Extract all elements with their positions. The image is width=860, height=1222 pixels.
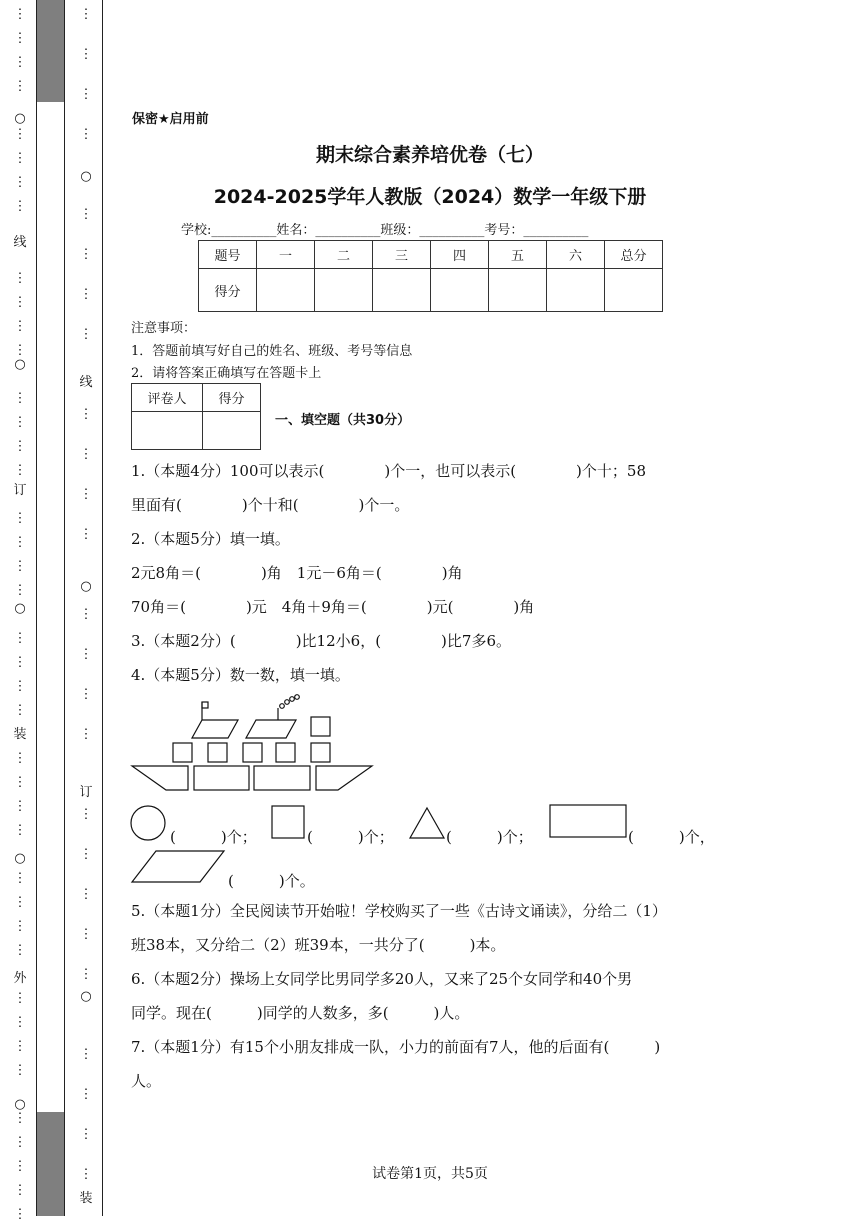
- question-6-line-2: 同学。现在( )同学的人数多，多( )人。: [131, 1004, 470, 1022]
- margin-dot: ⋮: [13, 919, 27, 934]
- score-cell[interactable]: [605, 269, 663, 312]
- margin-label: 装: [13, 727, 27, 742]
- margin-dot: ⋮: [13, 295, 27, 310]
- score-header-cell: 三: [373, 241, 431, 269]
- question-2-line-1: 2元8角＝( )角 1元－6角＝( )角: [131, 564, 463, 582]
- ship-flag: [202, 702, 208, 708]
- margin-dot: ⋮: [79, 207, 93, 222]
- margin-dot: ⋮: [13, 679, 27, 694]
- margin-dot: ⋮: [13, 871, 27, 886]
- margin-dot: ⋮: [79, 327, 93, 342]
- margin-dot: ⋮: [13, 55, 27, 70]
- question-6-line-1: 6.（本题2分）操场上女同学比男同学多20人，又来了25个女同学和40个男: [131, 970, 633, 988]
- margin-circle: ○: [14, 851, 26, 866]
- question-2-title: 2.（本题5分）填一填。: [131, 530, 290, 548]
- ship-square: [208, 743, 227, 762]
- margin-dot: ⋮: [79, 527, 93, 542]
- score-header-cell: 一: [257, 241, 315, 269]
- ship-hull-triangle: [132, 766, 188, 790]
- margin-dot: ⋮: [13, 415, 27, 430]
- margin-dot: ⋮: [13, 655, 27, 670]
- margin-circle: ○: [14, 357, 26, 372]
- grader-score-header: 得分: [203, 384, 261, 412]
- score-cell[interactable]: [489, 269, 547, 312]
- margin-dot: ⋮: [79, 1047, 93, 1062]
- margin-dot: ⋮: [79, 487, 93, 502]
- score-header-cell: 五: [489, 241, 547, 269]
- margin-circle: ○: [14, 601, 26, 616]
- margin-dot: ⋮: [79, 887, 93, 902]
- parallelogram-shape-icon: [128, 848, 228, 888]
- margin-dot: ⋮: [13, 823, 27, 838]
- circle-shape-icon: [130, 804, 170, 844]
- grader-score-cell[interactable]: [203, 412, 261, 450]
- margin-dot: ⋮: [79, 927, 93, 942]
- margin-dot: ⋮: [13, 799, 27, 814]
- ship-figure: [128, 690, 378, 798]
- ship-square: [173, 743, 192, 762]
- ship-hull-rect: [254, 766, 310, 790]
- margin-dot: ⋮: [13, 1111, 27, 1126]
- margin-dot: ⋮: [13, 1135, 27, 1150]
- margin-dot: ⋮: [13, 703, 27, 718]
- ship-square: [311, 717, 330, 736]
- margin-dot: ⋮: [79, 7, 93, 22]
- margin-circle: ○: [14, 111, 26, 126]
- margin-dot: ⋮: [13, 775, 27, 790]
- grader-header: 评卷人: [132, 384, 203, 412]
- margin-dot: ⋮: [13, 583, 27, 598]
- margin-dot: ⋮: [13, 7, 27, 22]
- margin-dot: ⋮: [79, 1127, 93, 1142]
- margin-dot: ⋮: [13, 631, 27, 646]
- score-cell[interactable]: [431, 269, 489, 312]
- margin-dot: ⋮: [13, 391, 27, 406]
- secret-label: 保密★启用前: [132, 112, 209, 127]
- question-4-title: 4.（本题5分）数一数，填一填。: [131, 666, 350, 684]
- margin-dot: ⋮: [13, 439, 27, 454]
- margin-label: 订: [79, 785, 93, 800]
- margin-dot: ⋮: [13, 751, 27, 766]
- margin-dot: ⋮: [79, 687, 93, 702]
- margin-label: 外: [13, 971, 27, 986]
- margin-label: 订: [13, 483, 27, 498]
- margin-dot: ⋮: [13, 991, 27, 1006]
- margin-label: 装: [79, 1191, 93, 1206]
- grader-cell[interactable]: [132, 412, 203, 450]
- margin-dot: ⋮: [13, 151, 27, 166]
- ship-parallelogram: [246, 720, 296, 738]
- note-item-2: 2．请将答案正确填写在答题卡上: [131, 366, 322, 381]
- margin-circle: ○: [80, 169, 92, 184]
- margin-dot: ⋮: [79, 127, 93, 142]
- ship-parallelogram: [192, 720, 238, 738]
- score-header-cell: 总分: [605, 241, 663, 269]
- square-count: ( )个；: [307, 828, 394, 846]
- question-7-line-2: 人。: [131, 1072, 162, 1090]
- smoke-circle: [285, 700, 290, 705]
- margin-dot: ⋮: [13, 319, 27, 334]
- ship-square: [276, 743, 295, 762]
- margin-dot: ⋮: [79, 1087, 93, 1102]
- question-3: 3.（本题2分）( )比12小6，( )比7多6。: [131, 632, 511, 650]
- score-row-label: 得分: [199, 269, 257, 312]
- circle-count: ( )个；: [170, 828, 257, 846]
- margin-dot: ⋮: [79, 447, 93, 462]
- smoke-circle: [290, 697, 295, 702]
- smoke-circle: [280, 704, 285, 709]
- margin-dot: ⋮: [13, 199, 27, 214]
- margin-dot: ⋮: [13, 535, 27, 550]
- margin-dot: ⋮: [13, 1183, 27, 1198]
- score-table-header-row: [199, 241, 663, 269]
- parallelogram-count: ( )个。: [228, 872, 315, 890]
- rectangle-shape-icon: [548, 802, 630, 840]
- margin-circle: ○: [80, 989, 92, 1004]
- margin-dot: ⋮: [79, 607, 93, 622]
- margin-dot: ⋮: [79, 967, 93, 982]
- notes-title: 注意事项：: [131, 321, 197, 336]
- margin-circle: ○: [80, 579, 92, 594]
- margin-label: 线: [79, 375, 93, 390]
- rectangle-count: ( )个，: [628, 828, 715, 846]
- ship-hull-triangle: [316, 766, 372, 790]
- margin-dot: ⋮: [13, 127, 27, 142]
- question-1-line-1: 1.（本题4分）100可以表示( )个一，也可以表示( )个十；58: [131, 462, 646, 480]
- margin-label: 线: [13, 235, 27, 250]
- grader-table: [131, 383, 261, 450]
- score-cell[interactable]: [315, 269, 373, 312]
- score-table-row: [199, 269, 663, 312]
- ship-square: [243, 743, 262, 762]
- question-2-line-2: 70角＝( )元 4角＋9角＝( )元( )角: [131, 598, 535, 616]
- margin-dot: ⋮: [79, 407, 93, 422]
- margin-dot: ⋮: [79, 1167, 93, 1182]
- triangle-shape-icon: [408, 806, 448, 842]
- square-shape-icon: [270, 804, 310, 844]
- question-7-line-1: 7.（本题1分）有15个小朋友排成一队，小力的前面有7人，他的后面有( ): [131, 1038, 661, 1056]
- margin-dot: ⋮: [13, 463, 27, 478]
- section-title: 一、填空题（共30分）: [275, 413, 411, 428]
- score-header-cell: 题号: [199, 241, 257, 269]
- score-header-cell: 六: [547, 241, 605, 269]
- question-5-line-1: 5.（本题1分）全民阅读节开始啦！学校购买了一些《古诗文诵读》，分给二（1）: [131, 902, 667, 920]
- exam-subtitle: 2024-2025学年人教版（2024）数学一年级下册: [213, 186, 647, 208]
- margin-circle: ○: [14, 1097, 26, 1112]
- student-info-line: 学校:__________姓名：__________班级：__________考号：__________: [181, 223, 589, 238]
- score-header-cell: 二: [315, 241, 373, 269]
- margin-dot: ⋮: [79, 247, 93, 262]
- margin-dot: ⋮: [79, 847, 93, 862]
- margin-dot: ⋮: [13, 1063, 27, 1078]
- margin-dot: ⋮: [13, 271, 27, 286]
- margin-dot: ⋮: [13, 559, 27, 574]
- question-1-line-2: 里面有( )个十和( )个一。: [131, 496, 410, 514]
- triangle-count: ( )个；: [446, 828, 533, 846]
- margin-dot: ⋮: [13, 1159, 27, 1174]
- margin-dot: ⋮: [13, 943, 27, 958]
- margin-dot: ⋮: [79, 87, 93, 102]
- score-cell[interactable]: [257, 269, 315, 312]
- margin-dot: ⋮: [79, 807, 93, 822]
- score-cell[interactable]: [373, 269, 431, 312]
- ship-hull-rect: [194, 766, 249, 790]
- margin-dot: ⋮: [13, 175, 27, 190]
- margin-dot: ⋮: [13, 343, 27, 358]
- margin-dot: ⋮: [79, 647, 93, 662]
- margin-dot: ⋮: [79, 727, 93, 742]
- margin-dot: ⋮: [13, 1015, 27, 1030]
- margin-dot: ⋮: [13, 79, 27, 94]
- exam-title: 期末综合素养培优卷（七）: [315, 144, 544, 166]
- score-table: [198, 240, 663, 312]
- score-header-cell: 四: [431, 241, 489, 269]
- question-5-line-2: 班38本，又分给二（2）班39本，一共分了( )本。: [131, 936, 506, 954]
- note-item-1: 1．答题前填写好自己的姓名、班级、考号等信息: [131, 344, 413, 359]
- margin-dot: ⋮: [79, 47, 93, 62]
- margin-grey-top: [37, 0, 64, 102]
- margin-dot: ⋮: [13, 1039, 27, 1054]
- smoke-circle: [295, 695, 300, 700]
- ship-square: [311, 743, 330, 762]
- margin-dot: ⋮: [79, 287, 93, 302]
- margin-dot: ⋮: [13, 31, 27, 46]
- margin-dot: ⋮: [13, 895, 27, 910]
- score-cell[interactable]: [547, 269, 605, 312]
- page-footer: 试卷第1页，共5页: [372, 1166, 488, 1182]
- margin-dot: ⋮: [13, 1207, 27, 1222]
- margin-dot: ⋮: [13, 511, 27, 526]
